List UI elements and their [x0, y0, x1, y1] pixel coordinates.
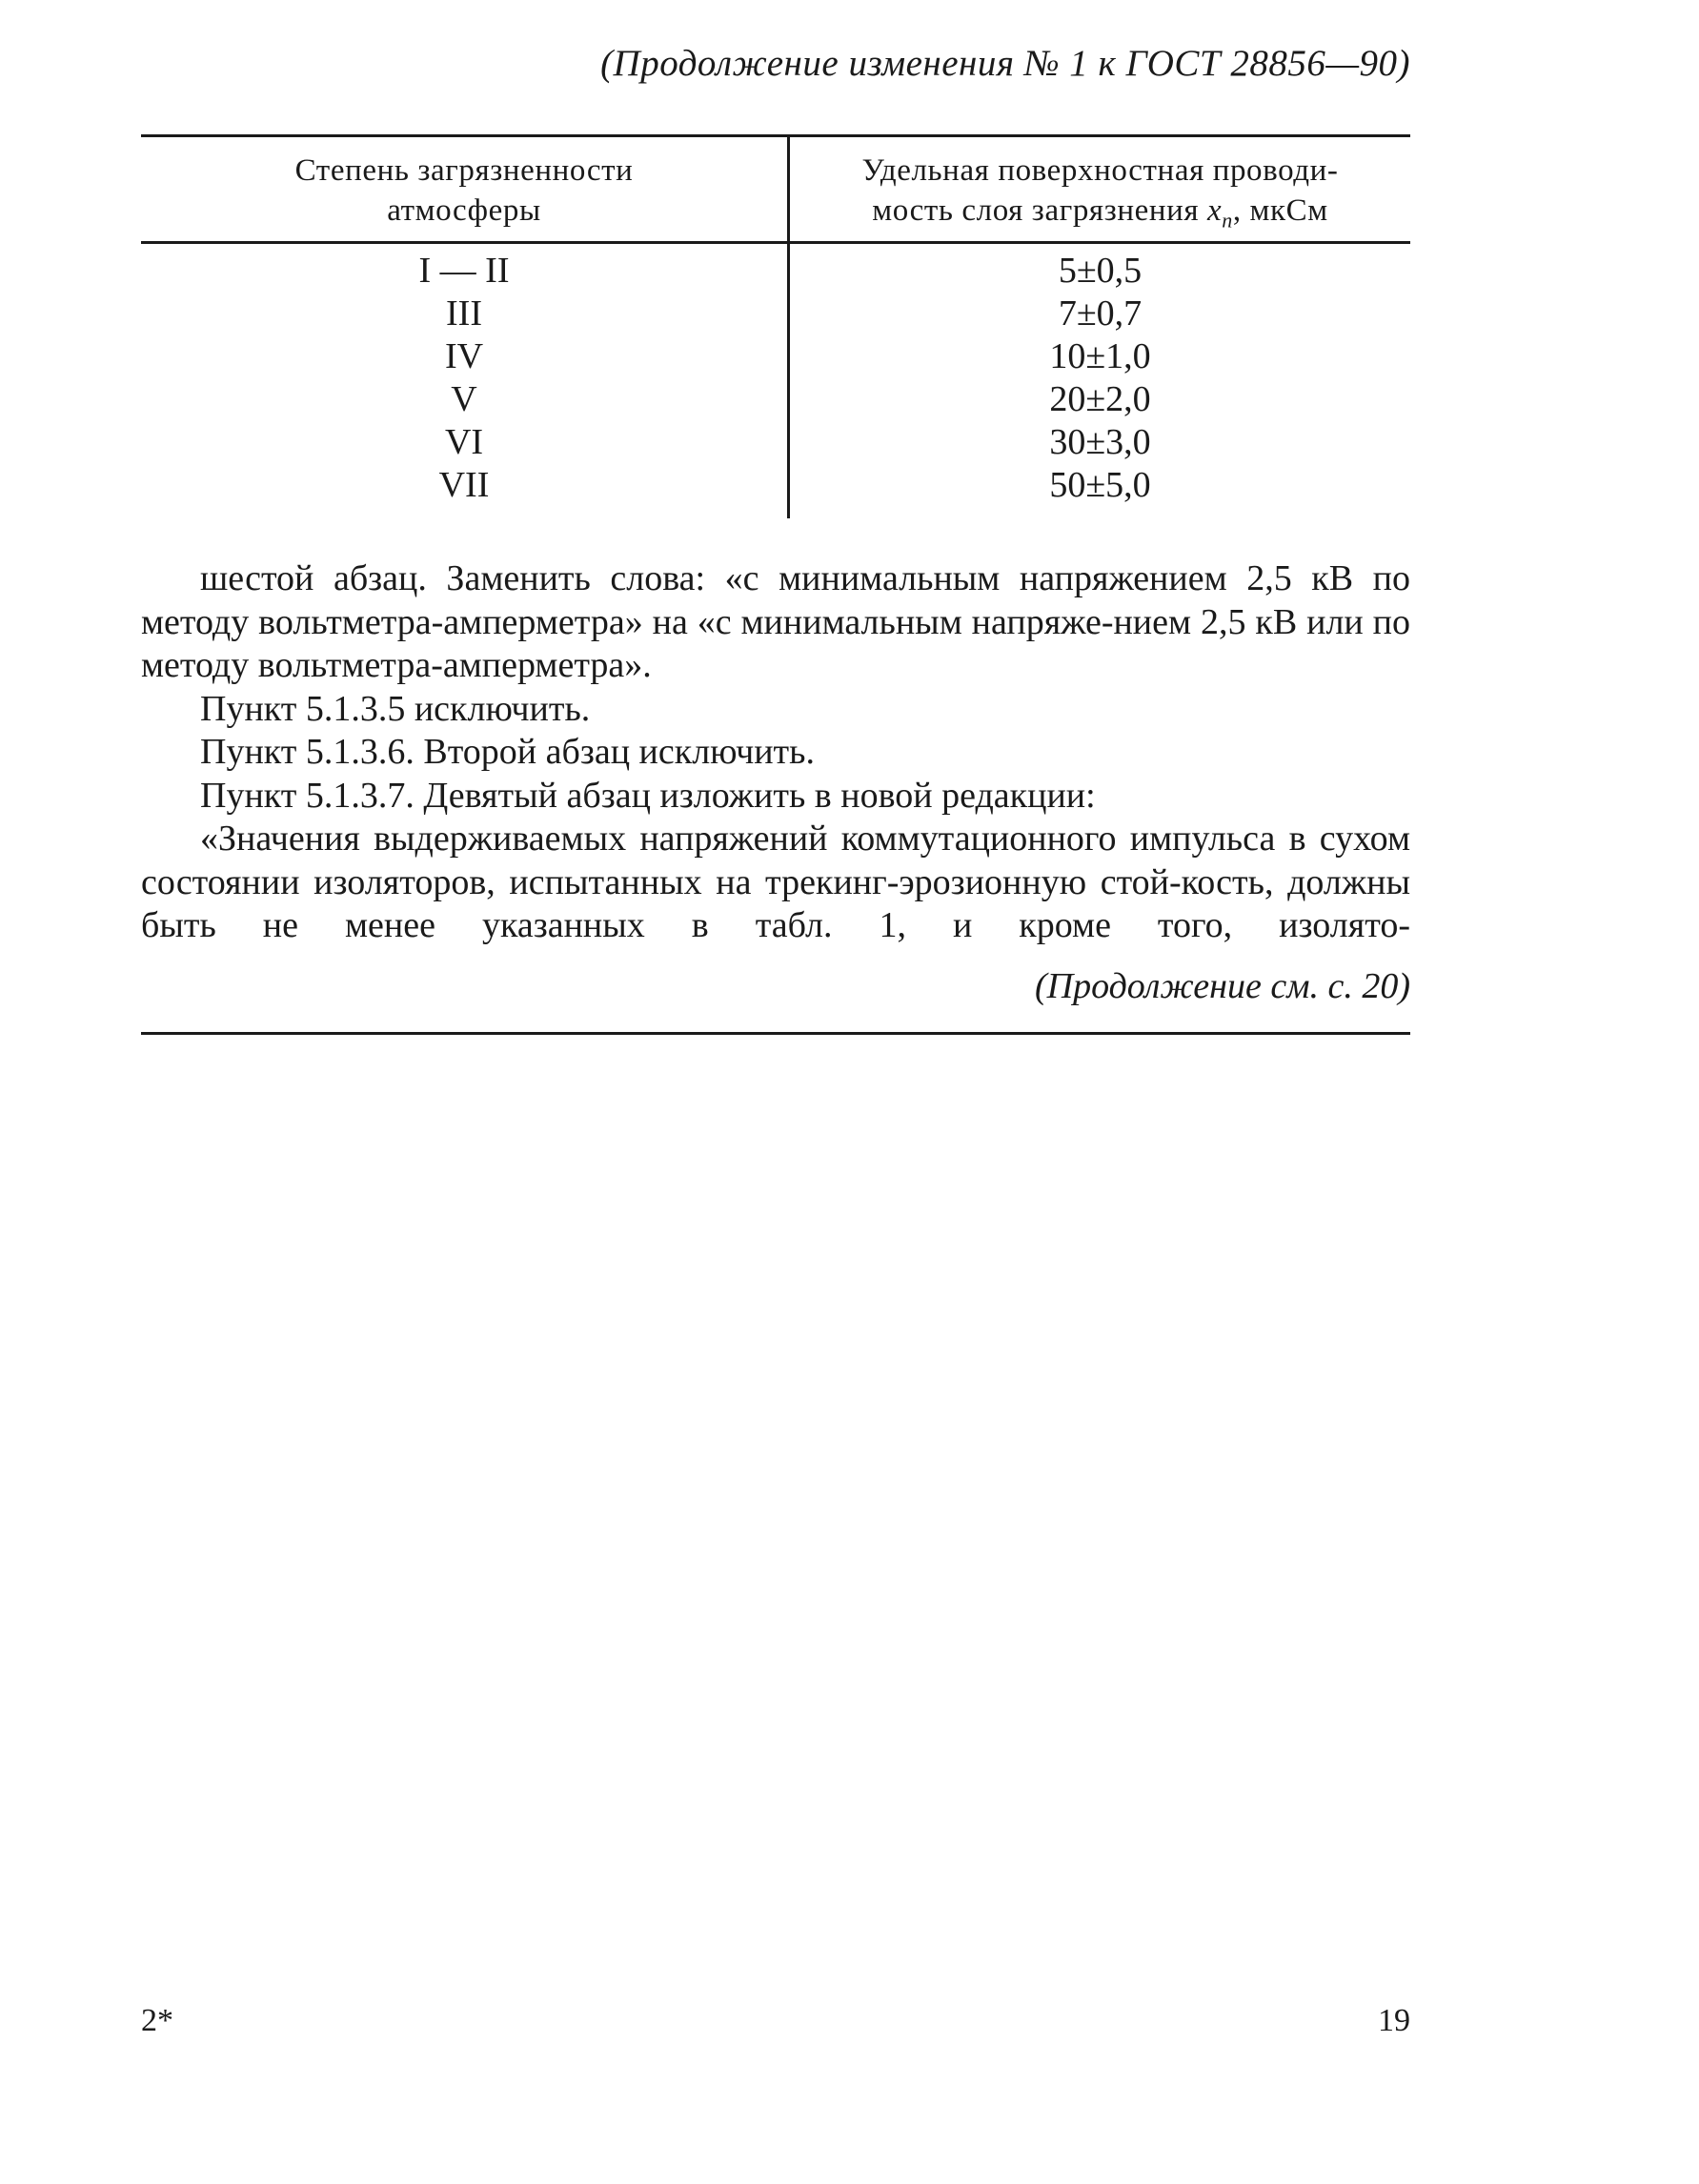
- table-cell-degree: V: [451, 379, 477, 419]
- table-cell-degree: I — II: [418, 251, 510, 291]
- table-cell-degree: IV: [444, 336, 484, 376]
- table-cell-value: 20±2,0: [1049, 379, 1151, 419]
- signature-mark: 2*: [141, 2003, 173, 2038]
- paragraph-item-5135: Пункт 5.1.3.5 исключить.: [200, 688, 591, 729]
- table-column-conductivity: [790, 250, 1410, 507]
- paragraph-item-5136: Пункт 5.1.3.6. Второй абзац исключить.: [200, 732, 815, 772]
- table-cell-value: 7±0,7: [1058, 293, 1143, 334]
- table-header-subscript: п: [1222, 208, 1233, 233]
- table-cell-value: 10±1,0: [1049, 336, 1151, 376]
- bottom-rule: [141, 1032, 1410, 1035]
- continuation-header: (Продолжение изменения № 1 к ГОСТ 28856—90): [600, 43, 1410, 84]
- table-cell-degree: VI: [444, 422, 484, 462]
- paragraph-quoted-text: «Значения выдерживаемых напряжений коммутационного импульса в сухом состоянии изоляторов, испытанных на трекинг-эрозионную стой-кость, должны быть не менее указанных в табл. 1, и кроме того, изолято-: [141, 819, 1410, 945]
- table-cell-degree: III: [446, 293, 482, 334]
- table-header-rule: [141, 241, 1410, 244]
- page-number: 19: [1378, 2003, 1410, 2038]
- continued-note: (Продолжение см. с. 20): [1034, 966, 1410, 1006]
- table-header-degree: [141, 151, 787, 231]
- table-header-conductivity-line2: [790, 191, 1410, 241]
- table-cell-value: 50±5,0: [1049, 465, 1151, 505]
- table-header-degree-line2: атмосферы: [387, 193, 541, 228]
- table-cell-degree: VII: [438, 465, 490, 505]
- table-header-unit: , мкСм: [1232, 193, 1328, 228]
- table-header-symbol: x: [1207, 193, 1223, 228]
- body-text: [141, 557, 1410, 948]
- paragraph-item-5137: Пункт 5.1.3.7. Девятый абзац изложить в новой редакции:: [200, 775, 1096, 816]
- table-top-rule: [141, 134, 1410, 137]
- table-header-conductivity: [790, 151, 1410, 241]
- table-cell-value: 5±0,5: [1058, 251, 1143, 291]
- table-column-degree: [141, 250, 787, 507]
- paragraph-sixth-abzac: шестой абзац. Заменить слова: «с минимальным напряжением 2,5 кВ по методу вольтметра-амперметра» на «с минимальным напряже-нием 2,5 кВ или по методу вольтметра-амперметра».: [141, 558, 1410, 685]
- table-header-conductivity-prefix: мость слоя загрязнения: [872, 193, 1207, 228]
- table-header-conductivity-line1: Удельная поверхностная проводи-: [861, 153, 1339, 188]
- table-header-degree-line1: Степень загрязненности: [294, 153, 634, 188]
- table-cell-value: 30±3,0: [1049, 422, 1151, 462]
